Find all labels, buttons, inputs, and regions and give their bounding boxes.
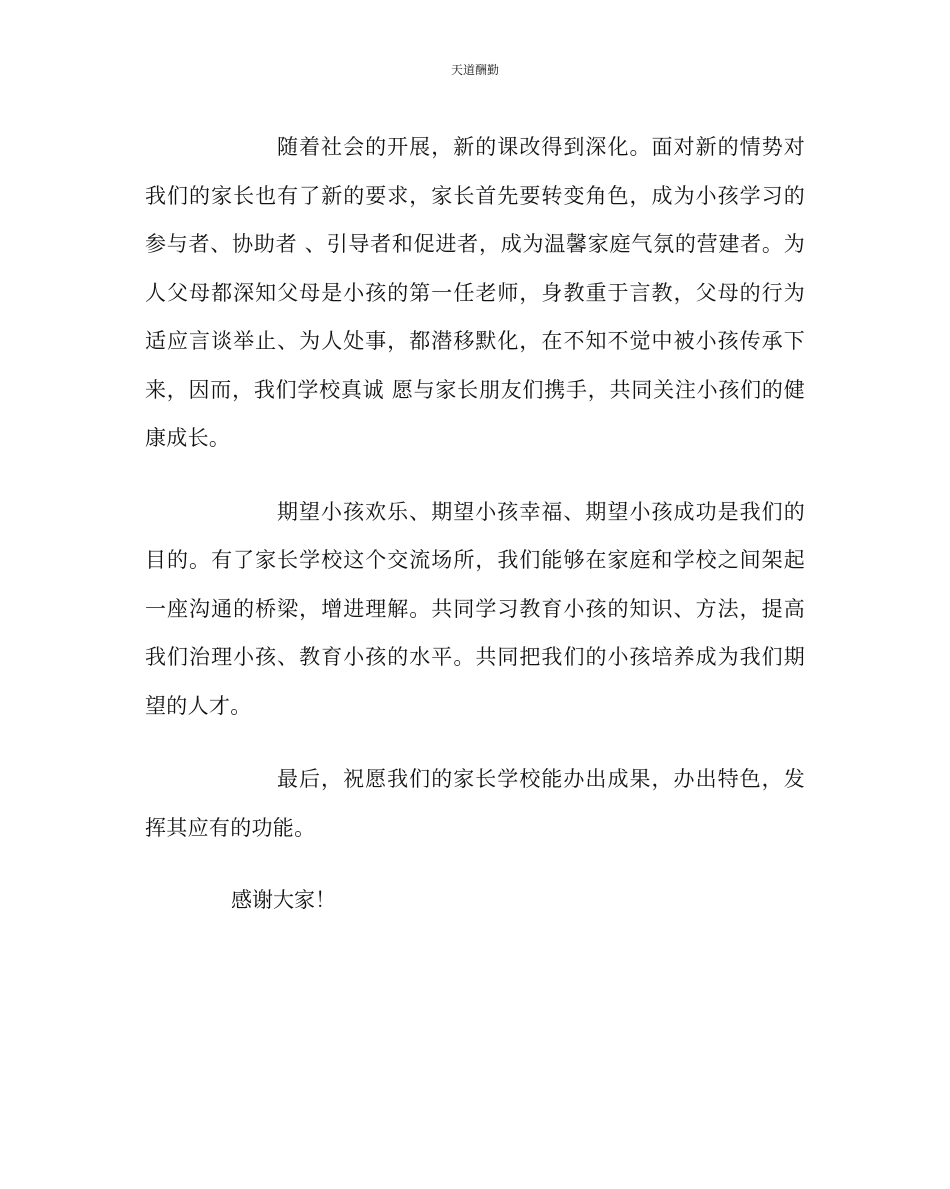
document-body: [145, 123, 805, 924]
paragraph-1: 随着社会的开展，新的课改得到深化。面对新的情势对我们的家长也有了新的要求，家长首先要转变角色，成为小孩学习的参与者、协助者 、引导者和促进者，成为温馨家庭气氛的营建者。为人父母都深知父母是小孩的第一任老师，身教重于言教，父母的行为适应言谈举止、为人处事，都潜移默化，在不知不觉中被小孩传承下来，因而，我们学校真诚 愿与家长朋友们携手，共同关注小孩们的健康成长。: [145, 135, 805, 450]
paragraph-3: 最后，祝愿我们的家长学校能办出成果，办出特色，发挥其应有的功能。: [145, 767, 805, 840]
closing-line: 感谢大家！: [231, 888, 336, 912]
page-header: 天道酬勤: [450, 63, 499, 77]
paragraph-2: 期望小孩欢乐、期望小孩幸福、期望小孩成功是我们的目的。有了家长学校这个交流场所，我们能够在家庭和学校之间架起一座沟通的桥梁，增进理解。共同学习教育小孩的知识、方法，提高我们治理小孩、教育小孩的水平。共同把我们的小孩培养成为我们期望的人才。: [145, 499, 805, 718]
